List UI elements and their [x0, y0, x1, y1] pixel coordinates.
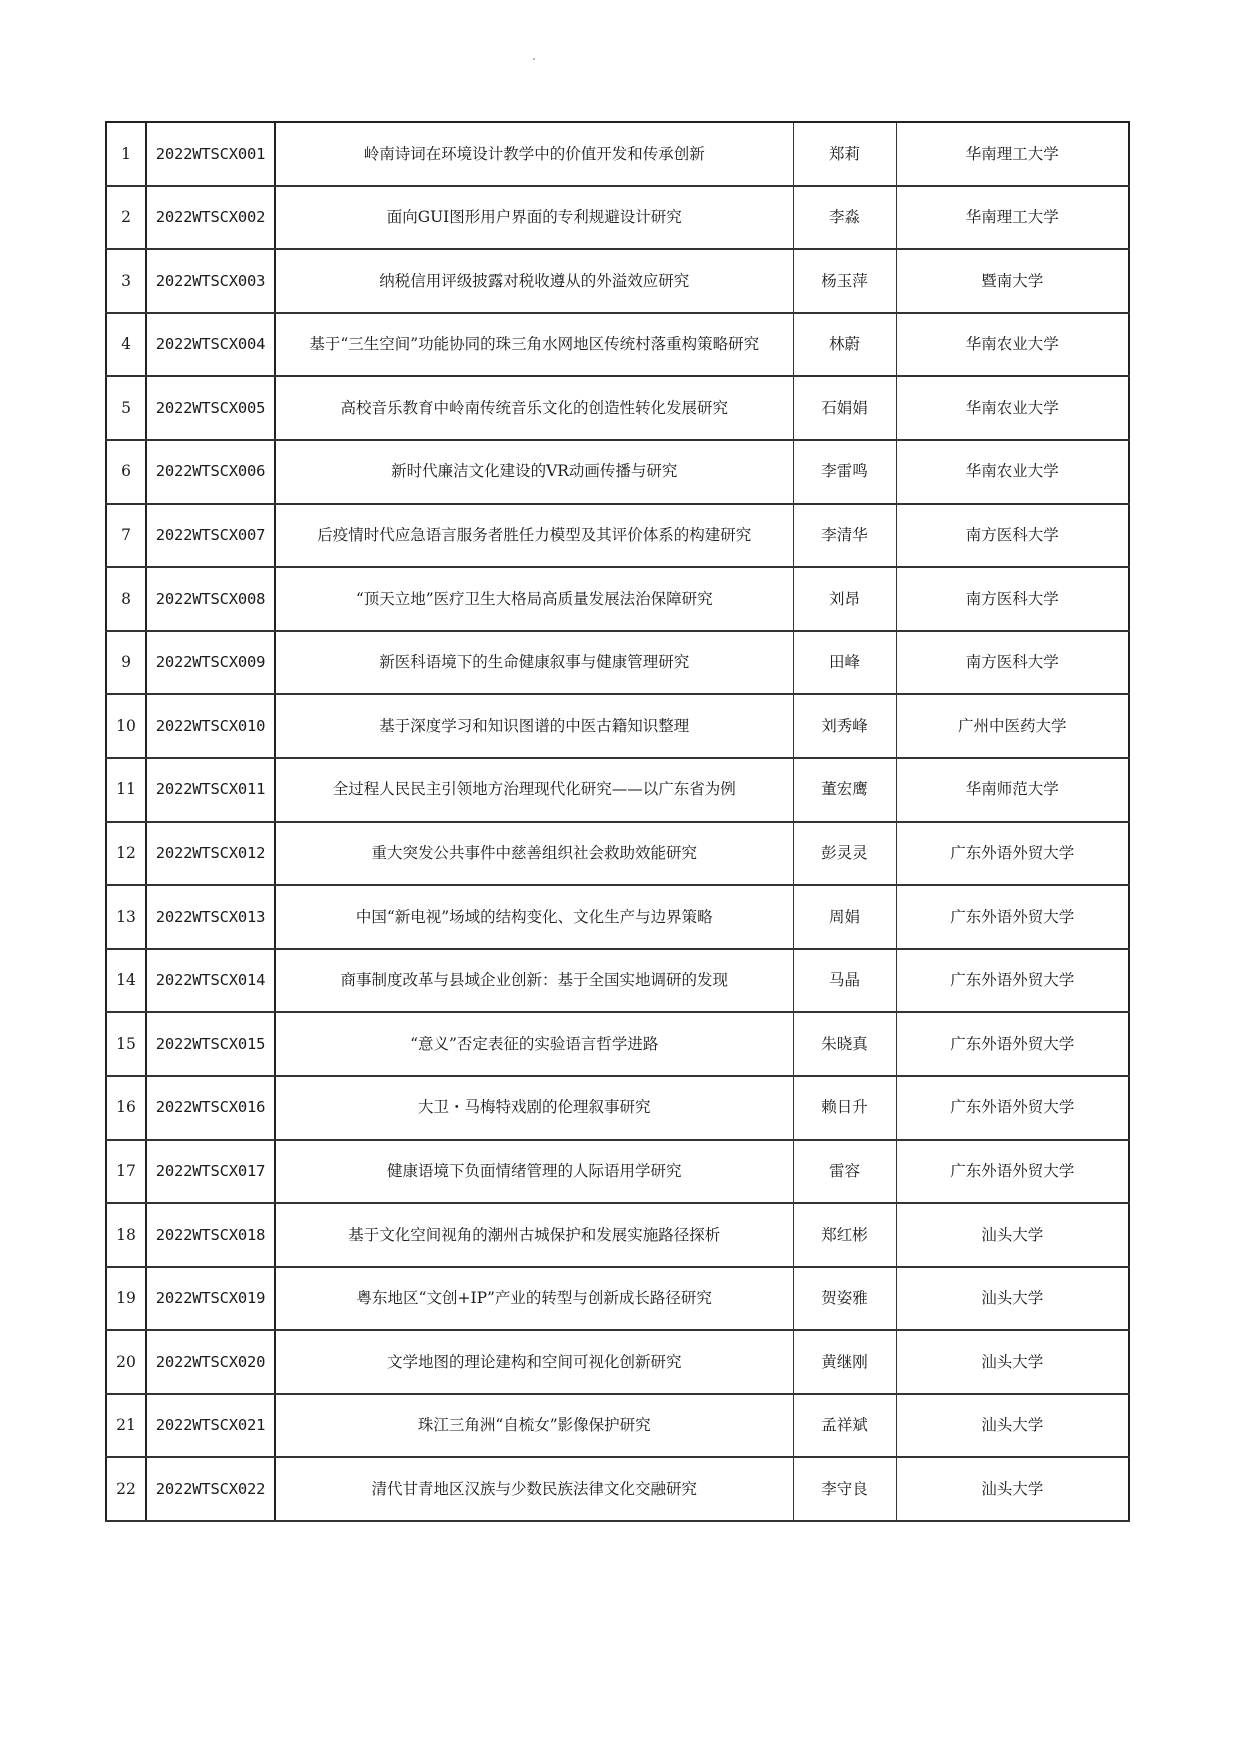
project-title: 基于文化空间视角的潮州古城保护和发展实施路径探析	[275, 1203, 793, 1267]
project-leader: 李清华	[793, 504, 896, 568]
table-row	[106, 249, 1129, 313]
project-table	[105, 121, 1130, 1522]
project-leader: 刘昂	[793, 567, 896, 631]
row-number: 19	[106, 1267, 146, 1331]
project-title: 大卫・马梅特戏剧的伦理叙事研究	[275, 1076, 793, 1140]
project-leader: 孟祥斌	[793, 1394, 896, 1458]
project-code: 2022WTSCX012	[146, 822, 275, 886]
project-code: 2022WTSCX013	[146, 885, 275, 949]
project-leader: 黄继刚	[793, 1330, 896, 1394]
row-number: 21	[106, 1394, 146, 1458]
table-row	[106, 949, 1129, 1013]
university: 汕头大学	[896, 1203, 1129, 1267]
row-number: 14	[106, 949, 146, 1013]
project-leader: 周娟	[793, 885, 896, 949]
university: 南方医科大学	[896, 567, 1129, 631]
table-row	[106, 1330, 1129, 1394]
university: 暨南大学	[896, 249, 1129, 313]
university: 华南农业大学	[896, 440, 1129, 504]
project-title: “顶天立地”医疗卫生大格局高质量发展法治保障研究	[275, 567, 793, 631]
project-title: 重大突发公共事件中慈善组织社会救助效能研究	[275, 822, 793, 886]
table-row	[106, 1267, 1129, 1331]
project-code: 2022WTSCX020	[146, 1330, 275, 1394]
university: 汕头大学	[896, 1394, 1129, 1458]
row-number: 20	[106, 1330, 146, 1394]
university: 广州中医药大学	[896, 694, 1129, 758]
project-title: 新时代廉洁文化建设的VR动画传播与研究	[275, 440, 793, 504]
table-row	[106, 122, 1129, 186]
table-row	[106, 567, 1129, 631]
row-number: 1	[106, 122, 146, 186]
row-number: 18	[106, 1203, 146, 1267]
table-row	[106, 186, 1129, 250]
project-title: 文学地图的理论建构和空间可视化创新研究	[275, 1330, 793, 1394]
university: 汕头大学	[896, 1330, 1129, 1394]
row-number: 7	[106, 504, 146, 568]
row-number: 3	[106, 249, 146, 313]
project-leader: 郑红彬	[793, 1203, 896, 1267]
table-row	[106, 1012, 1129, 1076]
project-code: 2022WTSCX007	[146, 504, 275, 568]
project-leader: 李守良	[793, 1457, 896, 1521]
project-code: 2022WTSCX004	[146, 313, 275, 377]
row-number: 8	[106, 567, 146, 631]
table-row	[106, 694, 1129, 758]
project-title: 后疫情时代应急语言服务者胜任力模型及其评价体系的构建研究	[275, 504, 793, 568]
row-number: 13	[106, 885, 146, 949]
row-number: 17	[106, 1140, 146, 1204]
project-title: 全过程人民民主引领地方治理现代化研究——以广东省为例	[275, 758, 793, 822]
project-title: 新医科语境下的生命健康叙事与健康管理研究	[275, 631, 793, 695]
project-title: 清代甘青地区汉族与少数民族法律文化交融研究	[275, 1457, 793, 1521]
project-leader: 贺姿雅	[793, 1267, 896, 1331]
project-code: 2022WTSCX016	[146, 1076, 275, 1140]
project-leader: 石娟娟	[793, 376, 896, 440]
project-leader: 赖日升	[793, 1076, 896, 1140]
university: 广东外语外贸大学	[896, 949, 1129, 1013]
table-row	[106, 631, 1129, 695]
row-number: 12	[106, 822, 146, 886]
project-leader: 田峰	[793, 631, 896, 695]
table-row	[106, 376, 1129, 440]
scan-speck	[533, 58, 535, 60]
project-title: 纳税信用评级披露对税收遵从的外溢效应研究	[275, 249, 793, 313]
table-row	[106, 313, 1129, 377]
row-number: 16	[106, 1076, 146, 1140]
project-code: 2022WTSCX021	[146, 1394, 275, 1458]
table-row	[106, 758, 1129, 822]
row-number: 2	[106, 186, 146, 250]
project-code: 2022WTSCX011	[146, 758, 275, 822]
project-code: 2022WTSCX002	[146, 186, 275, 250]
project-title: 粤东地区“文创+IP”产业的转型与创新成长路径研究	[275, 1267, 793, 1331]
university: 南方医科大学	[896, 631, 1129, 695]
university: 华南农业大学	[896, 376, 1129, 440]
project-title: 珠江三角洲“自梳女”影像保护研究	[275, 1394, 793, 1458]
table-row	[106, 504, 1129, 568]
project-leader: 彭灵灵	[793, 822, 896, 886]
university: 广东外语外贸大学	[896, 1140, 1129, 1204]
table-row	[106, 885, 1129, 949]
project-title: 基于“三生空间”功能协同的珠三角水网地区传统村落重构策略研究	[275, 313, 793, 377]
project-code: 2022WTSCX018	[146, 1203, 275, 1267]
university: 华南农业大学	[896, 313, 1129, 377]
project-title: 健康语境下负面情绪管理的人际语用学研究	[275, 1140, 793, 1204]
university: 广东外语外贸大学	[896, 885, 1129, 949]
table-row	[106, 1140, 1129, 1204]
project-code: 2022WTSCX022	[146, 1457, 275, 1521]
project-leader: 董宏鹰	[793, 758, 896, 822]
university: 华南理工大学	[896, 186, 1129, 250]
table-row	[106, 440, 1129, 504]
project-leader: 杨玉萍	[793, 249, 896, 313]
project-title: 商事制度改革与县域企业创新：基于全国实地调研的发现	[275, 949, 793, 1013]
project-leader: 马晶	[793, 949, 896, 1013]
university: 汕头大学	[896, 1457, 1129, 1521]
project-code: 2022WTSCX014	[146, 949, 275, 1013]
project-title: 岭南诗词在环境设计教学中的价值开发和传承创新	[275, 122, 793, 186]
project-title: 基于深度学习和知识图谱的中医古籍知识整理	[275, 694, 793, 758]
project-title: 高校音乐教育中岭南传统音乐文化的创造性转化发展研究	[275, 376, 793, 440]
row-number: 6	[106, 440, 146, 504]
project-code: 2022WTSCX008	[146, 567, 275, 631]
project-code: 2022WTSCX006	[146, 440, 275, 504]
project-title: 中国“新电视”场域的结构变化、文化生产与边界策略	[275, 885, 793, 949]
table-row	[106, 1394, 1129, 1458]
table-row	[106, 1203, 1129, 1267]
row-number: 5	[106, 376, 146, 440]
row-number: 4	[106, 313, 146, 377]
project-code: 2022WTSCX005	[146, 376, 275, 440]
row-number: 22	[106, 1457, 146, 1521]
university: 广东外语外贸大学	[896, 1076, 1129, 1140]
project-code: 2022WTSCX017	[146, 1140, 275, 1204]
project-title: 面向GUI图形用户界面的专利规避设计研究	[275, 186, 793, 250]
project-code: 2022WTSCX009	[146, 631, 275, 695]
university: 华南理工大学	[896, 122, 1129, 186]
project-code: 2022WTSCX010	[146, 694, 275, 758]
row-number: 15	[106, 1012, 146, 1076]
project-leader: 李淼	[793, 186, 896, 250]
project-leader: 林蔚	[793, 313, 896, 377]
project-title: “意义”否定表征的实验语言哲学进路	[275, 1012, 793, 1076]
project-table-body	[106, 122, 1129, 1521]
table-row	[106, 1076, 1129, 1140]
project-code: 2022WTSCX019	[146, 1267, 275, 1331]
project-code: 2022WTSCX015	[146, 1012, 275, 1076]
project-leader: 雷容	[793, 1140, 896, 1204]
university: 华南师范大学	[896, 758, 1129, 822]
row-number: 9	[106, 631, 146, 695]
project-leader: 朱晓真	[793, 1012, 896, 1076]
project-code: 2022WTSCX001	[146, 122, 275, 186]
project-leader: 刘秀峰	[793, 694, 896, 758]
row-number: 11	[106, 758, 146, 822]
university: 广东外语外贸大学	[896, 1012, 1129, 1076]
table-row	[106, 1457, 1129, 1521]
university: 南方医科大学	[896, 504, 1129, 568]
project-leader: 李雷鸣	[793, 440, 896, 504]
table-row	[106, 822, 1129, 886]
university: 汕头大学	[896, 1267, 1129, 1331]
university: 广东外语外贸大学	[896, 822, 1129, 886]
project-code: 2022WTSCX003	[146, 249, 275, 313]
row-number: 10	[106, 694, 146, 758]
project-leader: 郑莉	[793, 122, 896, 186]
